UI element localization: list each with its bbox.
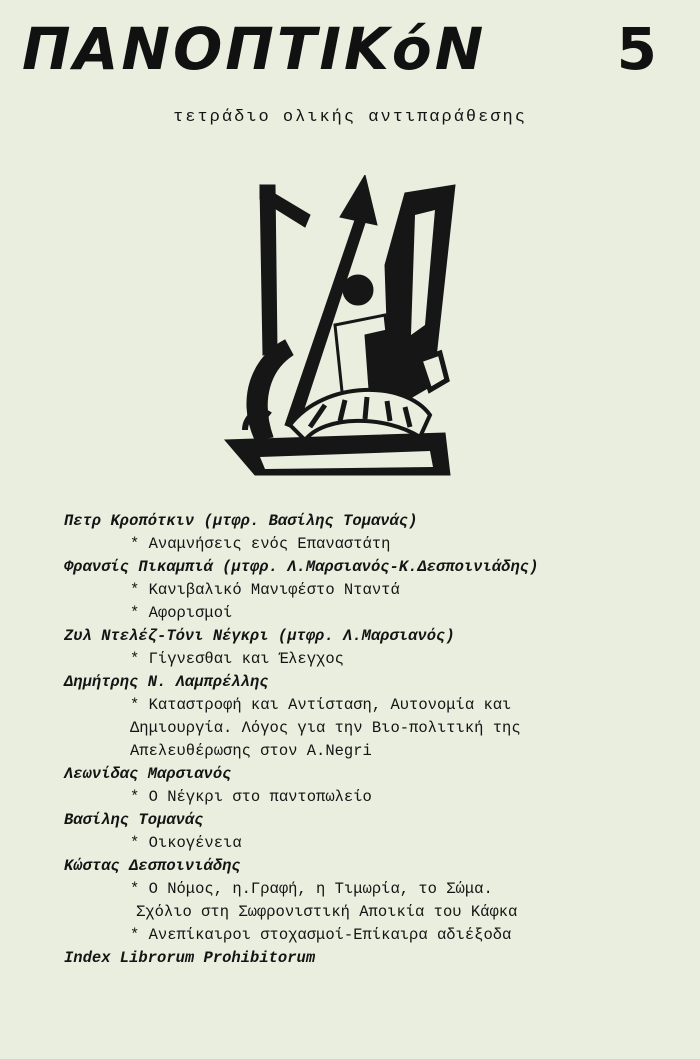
issue-number: 5 (616, 15, 660, 83)
toc-article-continued: Απελευθέρωσης στον A.Negri (130, 742, 372, 760)
toc-article: * Αναμνήσεις ενός Επαναστάτη (130, 535, 391, 553)
toc-article: * Κανιβαλικό Μανιφέστο Νταντά (130, 581, 400, 599)
cover-illustration (215, 175, 465, 485)
toc-author: Φρανσίς Πικαμπιά (μτφρ. Λ.Μαρσιανός-Κ.Δεσποινιάδης) (64, 558, 539, 576)
illustration-frame (260, 185, 277, 355)
toc-author: Κώστας Δεσποινιάδης (64, 857, 241, 875)
toc-author: Index Librorum Prohibitorum (64, 949, 316, 967)
toc-article: * Καταστροφή και Αντίσταση, Αυτονομία και (130, 696, 512, 714)
toc-article: * Ανεπίκαιροι στοχασμοί-Επίκαιρα αδιέξοδα (130, 926, 512, 944)
toc-article: * Οικογένεια (130, 834, 242, 852)
toc-author: Λεωνίδας Μαρσιανός (64, 765, 232, 783)
toc-author: Βασίλης Τομανάς (64, 811, 204, 829)
toc-article-continued: Δημιουργία. Λόγος για την Βιο-πολιτική της (130, 719, 521, 737)
illustration-circle (343, 275, 373, 305)
toc-article: * Ο Νέγκρι στο παντοπωλείο (130, 788, 372, 806)
subtitle: τετράδιο ολικής αντιπαράθεσης (173, 108, 527, 127)
title-text: ΠΑΝΟΠΤΙΚόΝ (22, 15, 487, 83)
table-of-contents (64, 510, 684, 970)
toc-author: Πετρ Κροπότκιν (μτφρ. Βασίλης Τομανάς) (64, 512, 418, 530)
toc-article-continued: Σχόλιο στη Σωφρονιστική Αποικία του Κάφκα (136, 903, 518, 921)
toc-author: Δημήτρης Ν. Λαμπρέλλης (64, 673, 269, 691)
toc-author: Ζυλ Ντελέζ-Τόνι Νέγκρι (μτφρ. Λ.Μαρσιανός) (64, 627, 455, 645)
toc-article: * Αφορισμοί (130, 604, 233, 622)
toc-article: * Γίγνεσθαι και Έλεγχος (130, 650, 344, 668)
toc-article: * Ο Νόμος, η.Γραφή, η Τιμωρία, το Σώμα. (130, 880, 493, 898)
magazine-title (22, 14, 682, 84)
